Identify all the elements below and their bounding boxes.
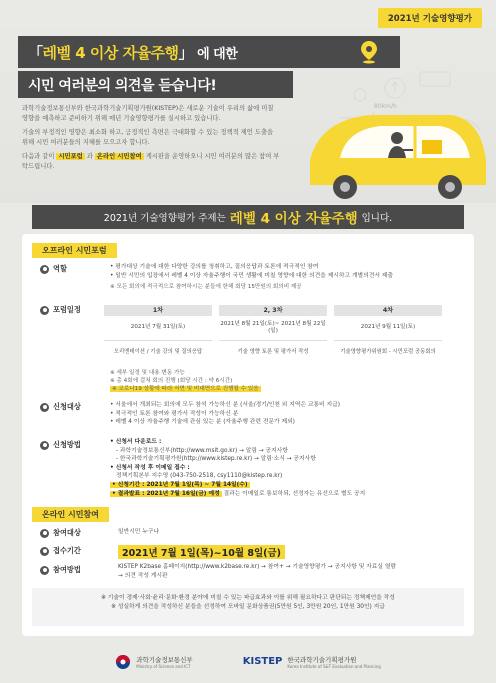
online-target-label-text: 참여대상 [53,528,81,537]
intro-p3-highlight-online: 온라인 시민참여 [96,153,142,161]
target-text [110,401,455,427]
schedule-col-2 [219,305,327,365]
schedule-note-highlight: ※ 코로나19 상황에 따라 서면 및 비대면으로 진행될 수 있음 [112,386,259,392]
title-highlight: 레벨 4 이상 자율주행 [42,43,179,62]
schedule-col-1 [104,305,212,365]
kistep-logo [243,655,381,669]
kistep-wordmark: KISTEP [242,656,283,667]
role-line: • 일반 시민의 입장에서 레벨 4 이상 자율주행이 국민 생활에 미칠 영향에 대한 의견을 제시하고 개별의견서 제출 [110,272,393,279]
subtitle: 시민 여러분의 의견을 듣습니다! [18,71,293,98]
online-method [118,563,463,580]
intro-p3-highlight-forum: 시민포럼 [58,153,83,161]
msit-sub: Ministry of Science and ICT [136,663,191,669]
schedule-icon [40,306,49,315]
role-text [110,263,455,280]
schedule-table [104,305,442,365]
bottom-note [32,588,464,626]
method-icon [40,441,49,450]
schedule-desc: 오리엔테이션 / 기술 강의 및 질의응답 [113,349,203,356]
schedule-date: 2021년 9월 11일(토) [334,316,442,341]
schedule-date: 2021년 7월 31일(토) [104,316,212,341]
method-result-note: 결과는 이메일로 통보하되, 선정자는 유선으로 별도 공지 [223,490,366,497]
msit-logo [115,654,193,670]
schedule-head: 1차 [104,305,212,316]
method-line: 정책기획본부 지수영 (043-750-2518, csy1110@kistep.re.kr) [116,473,283,480]
theme-post: 입니다. [361,213,393,224]
intro-p3-mid: 과 [86,153,93,161]
method-text [110,438,455,498]
online-period-label-text: 접수기간 [53,546,81,555]
intro-paragraph-2: 기술의 부정적인 영향은 최소화 하고, 긍정적인 측면은 극대화할 수 있는 정책적 제언 도출을 위해 시민 여러분들의 지혜를 모으고자 합니다. [22,129,274,146]
method-line: • 신청서 작성 후 이메일 접수 : [110,464,190,471]
method-line: • 신청서 다운로드 : [110,439,162,445]
online-method-label-text: 참여방법 [53,565,81,574]
role-label-text: 역할 [53,264,67,273]
method-result: • 결과발표 : 2021년 7월 16일(금) 예정 [112,490,220,497]
title-close-bracket: 」 [178,43,194,62]
online-method-line: → 의견 작성 게시판 [118,572,168,579]
offline-section-label: 오프라인 시민포럼 [32,243,117,258]
online-period: 2021년 7월 1일(목)~10월 8일(금) [118,545,285,559]
theme-highlight: 레벨 4 이상 자율주행 [229,211,358,227]
online-target-label [40,528,81,538]
online-method-label [40,565,81,575]
schedule-desc: 기술영향평가위원회 - 시민포럼 공동회의 [340,349,436,356]
kistep-name: 한국과학기술기획평가원 [287,655,357,664]
target-line: • 서울에서 개최되는 회의에 모두 참석 가능하신 분 (서울/경기/인천 외 지역은 교통비 지급) [110,402,340,408]
schedule-desc: 기술 영향 토론 및 평가서 작성 [237,349,309,356]
year-tag: 2021년 기술영향평가 [378,8,482,28]
schedule-note: ※ 세부 일정 및 내용 변동 가능 [110,370,185,376]
msit-name: 과학기술정보통신부 [136,655,193,664]
target-label [40,402,81,412]
target-label-text: 신청대상 [53,402,81,411]
autonomous-car-illustration [300,60,490,205]
schedule-label-text: 포럼일정 [53,305,81,314]
method-line: - 한국과학기술기획평가원(http://www.kistep.re.kr) → 알림·소식 → 공지사항 [116,456,316,463]
role-note: ※ 모든 회의에 적극적으로 참여하시는 분들에 한해 회당 15만원의 회의비 제공 [110,284,302,290]
online-section-label: 온라인 시민참여 [32,507,109,522]
msit-emblem-icon [115,654,131,670]
footer-logos [0,640,496,683]
online-target: 일반시민 누구나 [118,529,160,535]
target-line: • 레벨 4 이상 자율주행 기술에 관심 있는 분 (자율주행 관련 전문가 제외) [110,419,295,426]
target-icon [40,403,49,412]
role-label [40,264,67,274]
online-period-label [40,546,81,556]
kistep-sub: Korea Institute of S&T Evaluation and Planning [287,663,381,669]
intro-p3-post: 게시판을 운영하오니 시민 여러분의 많은 참여 부탁드립니다. [22,153,280,170]
theme-banner [32,205,464,229]
speed-caption: 80km/h [374,103,397,110]
online-method-icon [40,566,49,575]
method-line: - 과학기술정보통신부(http://www.msit.go.kr) → 알림 → 공지사항 [116,447,288,454]
intro-p3-pre: 다음과 같이 [22,153,55,161]
intro-paragraph-1: 과학기술정보통신부와 한국과학기술기획평가원(KISTEP)은 새로운 기술이 우리의 삶에 미칠 영향을 예측하고 준비하기 위해 매년 기술영향평가를 실시하고 있습니다. [22,105,274,122]
method-period: • 신청기간 : 2021년 7월 1일(목) ~ 7월 14일(수) [112,481,248,488]
schedule-date: 2021년 8월 21일(토)~ 2021년 8월 22일(일) [219,316,327,341]
method-label [40,440,81,450]
online-period-icon [40,547,49,556]
bottom-note-line: ※ 성실하게 의견을 작성하신 분들을 선정하여 모바일 문화상품권(5만원 5인, 3만원 20인, 1만원 30인) 지급 [111,604,385,610]
online-method-line: KISTEP K2base 홈페이지(http://www.k2base.re.kr) → 참여+ → 기술영향평가 → 공지사항 및 자료실 열람 [118,564,397,570]
schedule-label [40,305,81,315]
theme-pre: 2021년 기술영향평가 주제는 [103,213,226,224]
intro-text [22,104,280,177]
schedule-col-3 [334,305,442,365]
schedule-notes [110,369,440,393]
title-open-bracket: 「 [28,43,43,62]
bottom-note-line: ※ 기술이 경제·사회·윤리·문화·환경 분야에 미칠 수 있는 파급효과와 이를 위해 필요하다고 판단되는 정책제언을 작성 [101,595,395,601]
intro-paragraph-3 [22,152,280,171]
schedule-head: 4차 [334,305,442,316]
online-target-icon [40,529,49,538]
method-label-text: 신청방법 [53,440,81,449]
schedule-head: 2, 3차 [219,305,327,316]
target-line: • 적극적인 토론 참여와 평가서 작성이 가능하신 분 [110,410,239,417]
role-icon [40,265,49,274]
role-line: • 평가대상 기술에 대한 다양한 강의를 청취하고, 질의응답과 토론에 적극적인 참여 [110,264,319,270]
title-tail: 에 대한 [197,46,238,62]
schedule-note: ※ 총 4회에 걸쳐 회의 진행 (회당 시간 : 약 6시간) [110,378,233,384]
